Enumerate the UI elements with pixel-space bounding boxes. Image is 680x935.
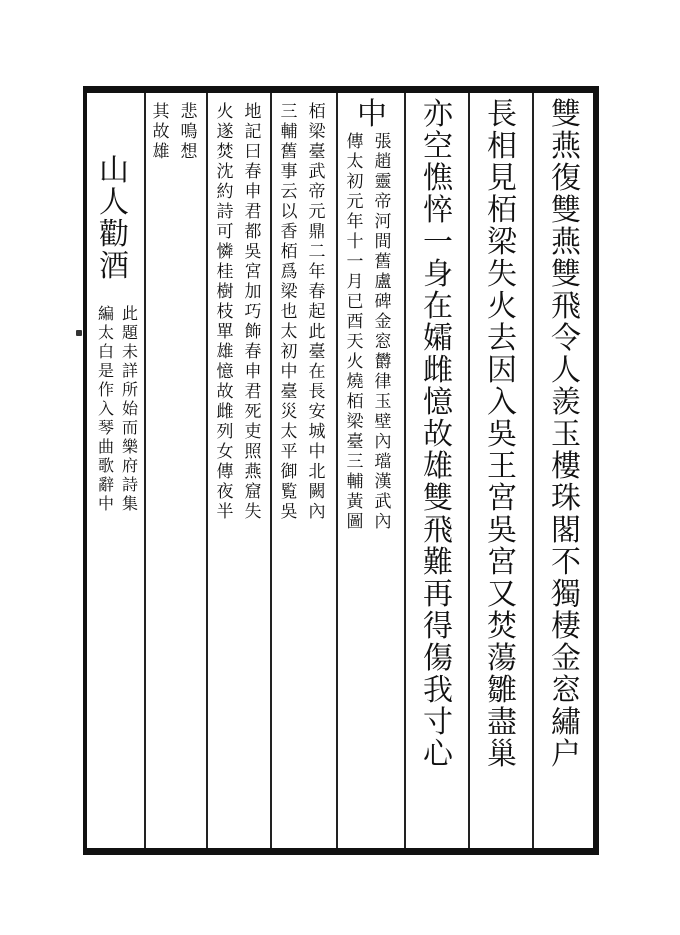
glyph: 臺 <box>280 382 298 402</box>
glyph: 城 <box>308 422 326 442</box>
glyph: 樂 <box>121 437 138 456</box>
glyph: 列 <box>216 422 234 442</box>
glyph: 一 <box>346 252 364 272</box>
glyph: 編 <box>97 304 114 323</box>
glyph: 詩 <box>216 202 234 222</box>
glyph: 中 <box>308 442 326 462</box>
glyph: 靈 <box>374 172 392 192</box>
glyph: 盧 <box>374 272 392 292</box>
glyph: 火 <box>487 289 517 324</box>
glyph: 帝 <box>308 182 326 202</box>
glyph: 雙 <box>423 481 453 516</box>
glyph: 失 <box>487 257 517 292</box>
glyph: 焚 <box>216 142 234 162</box>
glyph: 壁 <box>374 412 392 432</box>
glyph: 律 <box>374 372 392 392</box>
text-column <box>548 97 584 772</box>
glyph: 臺 <box>346 432 364 452</box>
glyph: 人 <box>551 353 581 388</box>
glyph: 窓 <box>374 332 392 352</box>
glyph: 舊 <box>280 142 298 162</box>
column-rule <box>270 93 272 848</box>
glyph: 窟 <box>244 482 262 502</box>
glyph: 吳 <box>487 417 517 452</box>
glyph: 年 <box>308 262 326 282</box>
glyph: 見 <box>487 161 517 196</box>
glyph: 宮 <box>487 545 517 580</box>
glyph: 金 <box>374 312 392 332</box>
column-rule <box>144 93 146 848</box>
glyph: 而 <box>121 418 138 437</box>
glyph: 輔 <box>280 122 298 142</box>
glyph: 樹 <box>216 282 234 302</box>
glyph: 內 <box>308 502 326 522</box>
glyph: 三 <box>346 452 364 472</box>
glyph: 孀 <box>423 321 453 356</box>
glyph: 吳 <box>244 242 262 262</box>
glyph: 亦 <box>423 97 453 132</box>
glyph: 棲 <box>551 609 581 644</box>
glyph: 我 <box>423 673 453 708</box>
glyph: 宮 <box>487 481 517 516</box>
glyph: 歌 <box>97 456 114 475</box>
glyph: 枝 <box>216 302 234 322</box>
glyph: 長 <box>308 382 326 402</box>
glyph: 吏 <box>244 422 262 442</box>
glyph: 栢 <box>487 193 517 228</box>
glyph: 傳 <box>346 132 364 152</box>
glyph: 年 <box>346 212 364 232</box>
glyph: 令 <box>551 321 581 356</box>
glyph: 覧 <box>280 482 298 502</box>
glyph: 臺 <box>308 142 326 162</box>
glyph: 桂 <box>216 262 234 282</box>
glyph: 雄 <box>423 449 453 484</box>
glyph: 在 <box>423 289 453 324</box>
glyph: 中 <box>280 362 298 382</box>
glyph: 初 <box>346 172 364 192</box>
glyph: 琴 <box>97 418 114 437</box>
glyph: 栢 <box>280 242 298 262</box>
glyph: 春 <box>308 282 326 302</box>
glyph: 雙 <box>551 97 581 132</box>
glyph: 勸 <box>99 217 129 252</box>
glyph: 悴 <box>423 193 453 228</box>
glyph: 憔 <box>423 161 453 196</box>
glyph: 故 <box>152 122 170 142</box>
glyph: 栢 <box>308 102 326 122</box>
glyph: 都 <box>244 222 262 242</box>
glyph: 已 <box>346 292 364 312</box>
glyph: 閣 <box>551 513 581 548</box>
glyph: 臺 <box>308 342 326 362</box>
frame-top-border <box>83 86 599 93</box>
glyph: 記 <box>244 122 262 142</box>
glyph: 曰 <box>244 142 262 162</box>
glyph: 梁 <box>346 412 364 432</box>
glyph: 約 <box>216 182 234 202</box>
glyph: 間 <box>374 232 392 252</box>
glyph: 春 <box>244 342 262 362</box>
glyph: 鼎 <box>308 222 326 242</box>
glyph: 故 <box>423 417 453 452</box>
column-rule <box>532 93 534 848</box>
glyph: 其 <box>152 102 170 122</box>
glyph: 人 <box>99 185 129 220</box>
glyph: 火 <box>346 352 364 372</box>
glyph: 火 <box>216 102 234 122</box>
glyph: 長 <box>487 97 517 132</box>
glyph: 單 <box>216 322 234 342</box>
glyph: 太 <box>280 422 298 442</box>
glyph: 燒 <box>346 372 364 392</box>
glyph: 此 <box>121 304 138 323</box>
glyph: 悲 <box>180 102 198 122</box>
column-rule <box>206 93 208 848</box>
glyph: 金 <box>551 641 581 676</box>
glyph: 不 <box>551 545 581 580</box>
glyph: 失 <box>244 502 262 522</box>
glyph: 雄 <box>216 342 234 362</box>
glyph: 玉 <box>551 417 581 452</box>
glyph: 闕 <box>308 482 326 502</box>
glyph: 梁 <box>308 122 326 142</box>
commentary-column <box>212 104 238 524</box>
glyph: 繡 <box>551 705 581 740</box>
glyph: 吳 <box>487 513 517 548</box>
glyph: 巧 <box>244 302 262 322</box>
glyph: 飾 <box>244 322 262 342</box>
glyph: 河 <box>374 212 392 232</box>
glyph: 户 <box>551 737 581 772</box>
glyph: 二 <box>308 242 326 262</box>
glyph: 宮 <box>244 262 262 282</box>
glyph: 武 <box>308 162 326 182</box>
glyph: 元 <box>308 202 326 222</box>
glyph: 辭 <box>97 475 114 494</box>
glyph: 黃 <box>346 492 364 512</box>
glyph: 春 <box>244 162 262 182</box>
glyph: 詩 <box>121 475 138 494</box>
glyph: 是 <box>97 361 114 380</box>
glyph: 巢 <box>487 737 517 772</box>
glyph: 可 <box>216 222 234 242</box>
glyph: 飛 <box>551 289 581 324</box>
column-rule <box>336 93 338 848</box>
column-rule <box>468 93 470 848</box>
glyph: 吳 <box>280 502 298 522</box>
glyph: 也 <box>280 302 298 322</box>
glyph: 漢 <box>374 472 392 492</box>
glyph: 元 <box>346 192 364 212</box>
glyph: 月 <box>346 272 364 292</box>
glyph: 圖 <box>346 512 364 532</box>
glyph: 武 <box>374 492 392 512</box>
glyph: 梁 <box>280 282 298 302</box>
glyph: 所 <box>121 380 138 399</box>
glyph: 張 <box>374 132 392 152</box>
glyph: 起 <box>308 302 326 322</box>
glyph: 焚 <box>487 609 517 644</box>
glyph: 君 <box>244 202 262 222</box>
glyph: 未 <box>121 342 138 361</box>
glyph: 雙 <box>551 193 581 228</box>
glyph: 憐 <box>216 242 234 262</box>
glyph: 燕 <box>551 129 581 164</box>
glyph: 御 <box>280 462 298 482</box>
glyph: 初 <box>280 342 298 362</box>
glyph: 雌 <box>216 402 234 422</box>
glyph: 香 <box>280 222 298 242</box>
glyph: 白 <box>97 342 114 361</box>
glyph: 山 <box>99 153 129 188</box>
glyph: 死 <box>244 402 262 422</box>
glyph: 內 <box>374 512 392 532</box>
glyph: 燕 <box>551 225 581 260</box>
glyph: 始 <box>121 399 138 418</box>
glyph: 以 <box>280 202 298 222</box>
glyph: 爲 <box>280 262 298 282</box>
glyph: 相 <box>487 129 517 164</box>
glyph: 中 <box>97 494 114 513</box>
glyph: 北 <box>308 462 326 482</box>
glyph: 詳 <box>121 361 138 380</box>
glyph: 集 <box>121 494 138 513</box>
glyph: 盡 <box>487 705 517 740</box>
glyph: 憶 <box>423 385 453 420</box>
glyph: 羨 <box>551 385 581 420</box>
glyph: 中 <box>357 97 387 132</box>
glyph: 想 <box>180 142 198 162</box>
glyph: 酉 <box>346 312 364 332</box>
glyph: 欝 <box>374 352 392 372</box>
glyph: 王 <box>487 449 517 484</box>
text-column <box>420 97 456 772</box>
glyph: 照 <box>244 442 262 462</box>
glyph: 平 <box>280 442 298 462</box>
glyph: 事 <box>280 162 298 182</box>
column-rule <box>404 93 406 848</box>
title-note-column <box>118 306 142 515</box>
glyph: 遂 <box>216 122 234 142</box>
glyph: 輔 <box>346 472 364 492</box>
glyph: 帝 <box>374 192 392 212</box>
text-column <box>484 97 520 772</box>
glyph: 舊 <box>374 252 392 272</box>
glyph: 此 <box>308 322 326 342</box>
glyph: 申 <box>244 362 262 382</box>
glyph: 十 <box>346 232 364 252</box>
glyph: 又 <box>487 577 517 612</box>
glyph: 雌 <box>423 353 453 388</box>
glyph: 入 <box>97 399 114 418</box>
glyph: 傳 <box>216 462 234 482</box>
glyph: 再 <box>423 577 453 612</box>
commentary-column <box>304 104 330 524</box>
glyph: 故 <box>216 382 234 402</box>
glyph: 心 <box>423 737 453 772</box>
glyph: 獨 <box>551 577 581 612</box>
frame-bottom-border <box>83 848 599 855</box>
commentary-column <box>370 134 396 534</box>
glyph: 窓 <box>551 673 581 708</box>
glyph: 女 <box>216 442 234 462</box>
glyph: 加 <box>244 282 262 302</box>
glyph: 因 <box>487 353 517 388</box>
glyph: 樓 <box>551 449 581 484</box>
glyph: 憶 <box>216 362 234 382</box>
text-column <box>354 97 390 132</box>
glyph: 君 <box>244 382 262 402</box>
glyph: 夜 <box>216 482 234 502</box>
glyph: 雙 <box>551 257 581 292</box>
glyph: 入 <box>487 385 517 420</box>
frame-left-border <box>83 86 87 855</box>
glyph: 申 <box>244 182 262 202</box>
glyph: 內 <box>374 432 392 452</box>
glyph: 鳴 <box>180 122 198 142</box>
glyph: 三 <box>280 102 298 122</box>
commentary-column <box>342 134 368 534</box>
glyph: 璫 <box>374 452 392 472</box>
glyph: 寸 <box>423 705 453 740</box>
glyph: 災 <box>280 402 298 422</box>
glyph: 碑 <box>374 292 392 312</box>
glyph: 半 <box>216 502 234 522</box>
glyph: 飛 <box>423 513 453 548</box>
margin-mark <box>76 330 82 336</box>
glyph: 地 <box>244 102 262 122</box>
glyph: 空 <box>423 129 453 164</box>
glyph: 安 <box>308 402 326 422</box>
glyph: 一 <box>423 225 453 260</box>
commentary-column <box>240 104 266 524</box>
glyph: 雛 <box>487 673 517 708</box>
glyph: 雄 <box>152 142 170 162</box>
glyph: 府 <box>121 456 138 475</box>
commentary-column <box>276 104 302 524</box>
commentary-column <box>148 104 174 164</box>
glyph: 太 <box>280 322 298 342</box>
glyph: 云 <box>280 182 298 202</box>
section-title <box>96 153 132 284</box>
glyph: 作 <box>97 380 114 399</box>
glyph: 身 <box>423 257 453 292</box>
frame-right-border <box>593 86 599 855</box>
glyph: 難 <box>423 545 453 580</box>
glyph: 趙 <box>374 152 392 172</box>
glyph: 沈 <box>216 162 234 182</box>
glyph: 得 <box>423 609 453 644</box>
glyph: 在 <box>308 362 326 382</box>
glyph: 太 <box>97 323 114 342</box>
title-note-column <box>94 306 118 515</box>
glyph: 去 <box>487 321 517 356</box>
glyph: 復 <box>551 161 581 196</box>
glyph: 傷 <box>423 641 453 676</box>
glyph: 題 <box>121 323 138 342</box>
glyph: 燕 <box>244 462 262 482</box>
glyph: 栢 <box>346 392 364 412</box>
glyph: 酒 <box>99 249 129 284</box>
glyph: 曲 <box>97 437 114 456</box>
glyph: 天 <box>346 332 364 352</box>
glyph: 梁 <box>487 225 517 260</box>
commentary-column <box>176 104 202 164</box>
glyph: 玉 <box>374 392 392 412</box>
glyph: 蕩 <box>487 641 517 676</box>
glyph: 太 <box>346 152 364 172</box>
glyph: 珠 <box>551 481 581 516</box>
